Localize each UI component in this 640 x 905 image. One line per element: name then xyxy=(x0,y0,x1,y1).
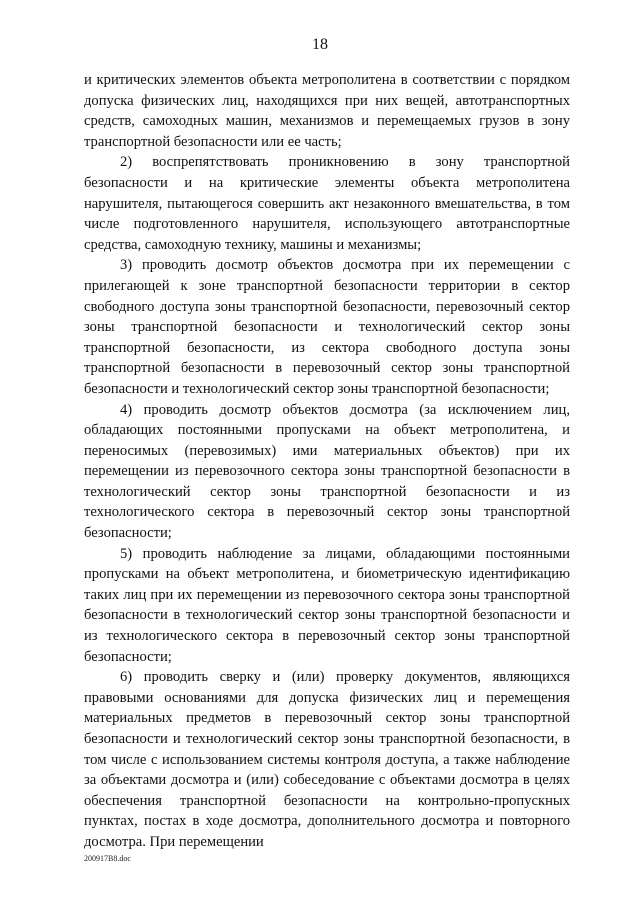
paragraph: и критических элементов объекта метрополитена в соответствии с порядком допуска физических лиц, находящихся при них вещей, автотранспортных средств, самоходных машин, механизмов и перемещаемых грузов в зону транспортной безопасности или ее часть; xyxy=(84,72,570,150)
paragraph: 5) проводить наблюдение за лицами, обладающими постоянными пропусками на объект метрополитена, и биометрическую идентификацию таких лиц при их перемещении из перевозочного сектора зоны транспортной безопасности в технологический сектор зоны транспортной безопасности и из технологического сектора в перевозочный сектор зоны транспортной безопасности; xyxy=(84,545,570,665)
paragraph: 6) проводить сверку и (или) проверку документов, являющихся правовыми основаниями для допуска физических лиц и перемещения материальных предметов в перевозочный сектор зоны транспортной безопасности и технологический сектор зоны транспортной безопасности, в том числе с использованием системы контроля доступа, а также наблюдение за объектами досмотра и (или) собеседование с объектами досмотра в целях обеспечения транспортной безопасности на контрольно-пропускных пунктах, постах в ходе досмотра, дополнительного досмотра и повторного досмотра. При перемещении xyxy=(84,669,570,850)
paragraph: 3) проводить досмотр объектов досмотра при их перемещении с прилегающей к зоне транспортной безопасности территории в сектор свободного доступа зоны транспортной безопасности, перевозочный сектор зоны транспортной безопасности и технологический сектор зоны транспортной безопасности, из сектора свободного доступа зоны транспортной безопасности в перевозочный сектор зоны транспортной безопасности и технологический сектор зоны транспортной безопасности; xyxy=(84,257,570,397)
footer-filename: 200917B8.doc xyxy=(84,854,131,863)
document-body xyxy=(84,70,570,853)
paragraph: 4) проводить досмотр объектов досмотра (за исключением лиц, обладающих постоянными пропусками на объект метрополитена, и переносимых (перевозимых) ими материальных объектов) при их перемещении из перевозочного сектора зоны транспортной безопасности в технологический сектор зоны транспортной безопасности и из технологического сектора в перевозочный сектор зоны транспортной безопасности; xyxy=(84,401,570,542)
page-number: 18 xyxy=(312,36,328,53)
paragraph: 2) воспрепятствовать проникновению в зону транспортной безопасности и на критические элементы объекта метрополитена нарушителя, пытающегося совершить акт незаконного вмешательства, в том числе подготовленного нарушителя, использующего автотранспортные средства, самоходную технику, машины и механизмы; xyxy=(84,154,570,253)
